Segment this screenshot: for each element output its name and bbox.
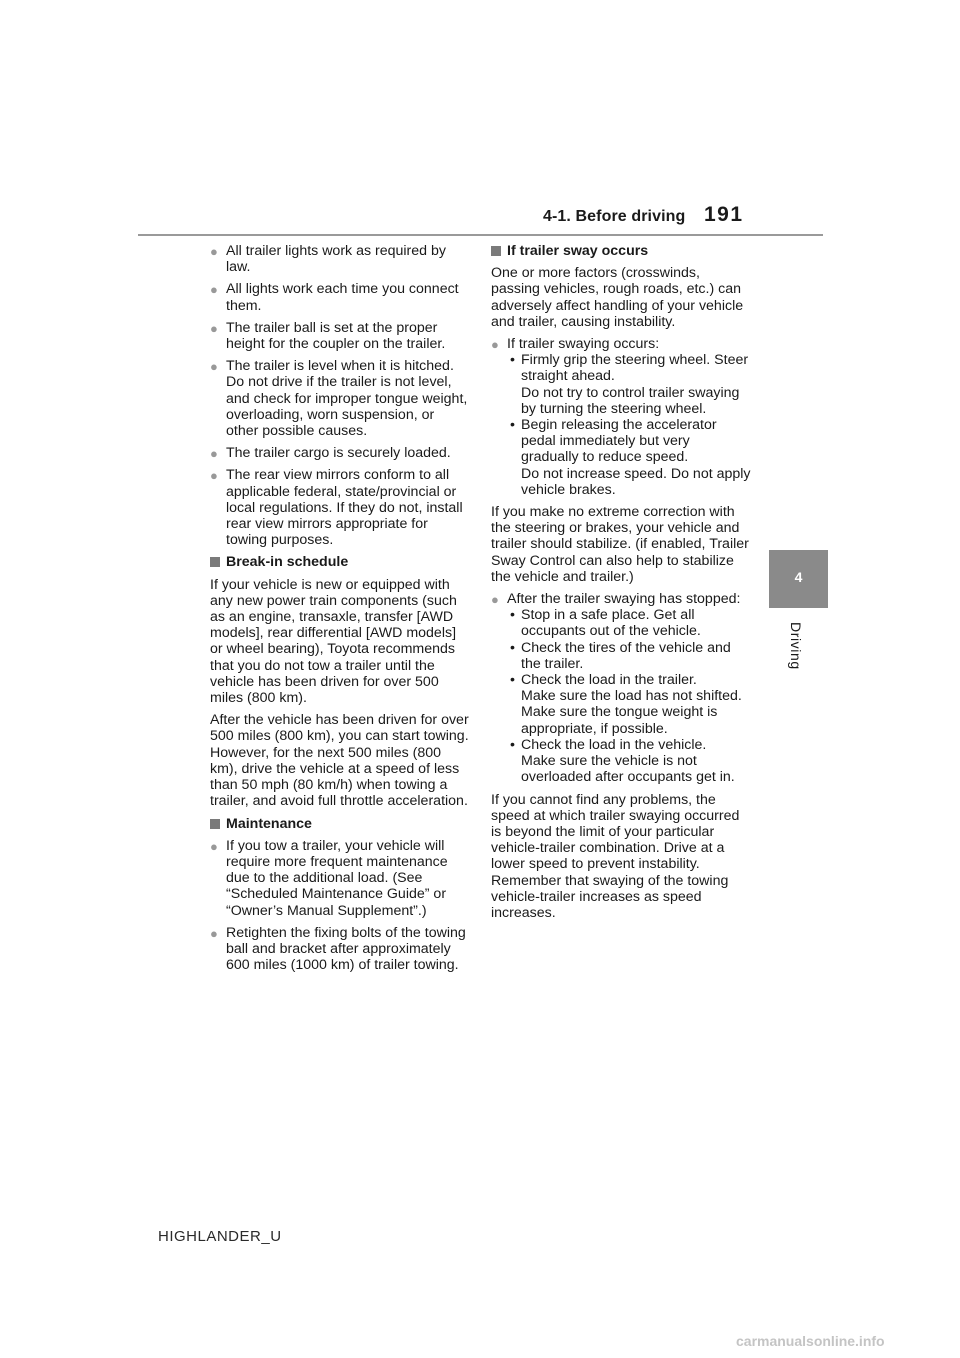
section-heading: Break-in schedule: [210, 554, 470, 570]
bullet-dot-icon: ●: [210, 282, 218, 298]
left-column: [210, 243, 470, 979]
list-item: ● All lights work each time you connect them.: [210, 281, 459, 314]
header-divider: [138, 234, 823, 236]
sub-item: • Begin releasing the accelerator pedal immediately but very gradually to reduce speed.: [510, 417, 717, 466]
page-number: 191: [704, 203, 744, 226]
bullet-dot-icon: ●: [210, 244, 218, 259]
sub-item: • Check the load in the vehicle.: [510, 736, 707, 753]
list-item: ● The trailer ball is set at the proper height for the coupler on the trailer.: [210, 319, 446, 353]
bullet-dot-icon: ●: [210, 359, 218, 375]
square-bullet-icon: [210, 819, 220, 829]
sub-item: • Check the tires of the vehicle and the trailer.: [510, 639, 731, 672]
list-item: ● After the trailer swaying has stopped: • Stop in a safe place. Get all occupants out of the vehicle. • Check the tires of the vehicle and the trailer. • Check the load in the trailer. Make sure the load has not shifted. Make sure the tongue weight is appropriate, if possible. • Check the load in the vehicle. Make sure the vehicle is not overloaded after occupants get in.: [491, 591, 751, 785]
chapter-number: 4: [794, 569, 803, 585]
square-bullet-icon: [491, 246, 501, 256]
section-heading: If trailer sway occurs: [491, 243, 751, 259]
sub-item: • Stop in a safe place. Get all occupants out of the vehicle.: [510, 607, 701, 640]
sub-item: • Firmly grip the steering wheel. Steer straight ahead.: [510, 352, 749, 385]
paragraph: One or more factors (crosswinds, passing vehicles, rough roads, etc.) can adversely affect handling of your vehicle and trailer, causing instability.: [491, 265, 744, 330]
section-heading: Maintenance: [210, 816, 470, 832]
chapter-label: Driving: [788, 622, 804, 670]
model-code: HIGHLANDER_U: [158, 1228, 282, 1245]
chapter-tab: [769, 550, 828, 608]
list-item: ● All trailer lights work as required by law.: [210, 243, 446, 276]
watermark: carmanualsonline.info: [736, 1333, 885, 1349]
list-item-note: Do not drive if the trailer is not level, and check for improper tongue weight, overloading, worn suspension, or other possible causes.: [226, 374, 468, 440]
sub-item-note: Make sure the load has not shifted.: [521, 688, 742, 705]
list-item: ● Retighten the fixing bolts of the towing ball and bracket after approximately 600 miles (1000 km) of trailer towing.: [210, 924, 466, 974]
paragraph: If your vehicle is new or equipped with any new power train components (such as an engine, transaxle, transfer [AWD models], rear differential [AWD models] or wheel bearing), Toyota recommends that you do not tow a trailer until the vehicle has been driven for over 500 miles (800 km).: [210, 576, 457, 707]
bullet-dot-icon: ●: [210, 320, 218, 336]
bullet-dot-icon: ●: [210, 468, 218, 484]
sub-item-note: Make sure the vehicle is not overloaded after occupants get in.: [521, 753, 735, 786]
list-item: ● The trailer is level when it is hitched. Do not drive if the trailer is not level, and check for improper tongue weight, overloading, worn suspension, or other possible causes.: [210, 358, 470, 439]
square-bullet-icon: [210, 557, 220, 567]
bullet-dot-icon: ●: [491, 592, 499, 608]
list-item: ● If you tow a trailer, your vehicle will require more frequent maintenance due to the additional load. (See “Scheduled Maintenance Guide” or “Owner’s Manual Supplement”.): [210, 837, 448, 919]
list-item: ● The rear view mirrors conform to all applicable federal, state/provincial or local regulations. If they do not, install rear view mirrors appropriate for towing purposes.: [210, 467, 463, 549]
sub-item-note: Do not increase speed. Do not apply vehicle brakes.: [521, 465, 751, 498]
sub-item-note: Make sure the tongue weight is appropriate, if possible.: [521, 704, 718, 737]
paragraph: After the vehicle has been driven for over 500 miles (800 km), you can start towing. However, for the next 500 miles (800 km), drive the vehicle at a speed of less than 50 mph (80 km/h) when towing a trailer, and avoid full throttle acceleration.: [210, 712, 469, 810]
section-title: 4-1. Before driving: [543, 208, 686, 225]
bullet-dot-icon: ●: [210, 838, 218, 854]
bullet-dot-icon: ●: [210, 925, 218, 941]
paragraph: If you cannot find any problems, the speed at which trailer swaying occurred is beyond the limit of your particular vehicle-trailer combination. Drive at a lower speed to prevent instability. Remember that swaying of the towing vehicle-trailer increases as speed increases.: [491, 791, 740, 921]
paragraph: If you make no extreme correction with the steering or brakes, your vehicle and trailer should stabilize. (if enabled, Trailer Sway Control can also help to stabilize the vehicle and trailer.): [491, 504, 749, 585]
right-column: [491, 243, 751, 927]
bullet-dot-icon: ●: [491, 337, 499, 353]
list-item: ● The trailer cargo is securely loaded.: [210, 445, 451, 462]
list-item: ● If trailer swaying occurs: • Firmly grip the steering wheel. Steer straight ahead. Do not try to control trailer swaying by turning the steering wheel. • Begin releasing the accelerator pedal immediately but very gradually to reduce speed. Do not increase speed. Do not apply vehicle brakes.: [491, 336, 751, 498]
sub-item: • Check the load in the trailer.: [510, 672, 697, 689]
bullet-dot-icon: ●: [210, 446, 218, 462]
sub-item-note: Do not try to control trailer swaying by turning the steering wheel.: [521, 384, 740, 417]
